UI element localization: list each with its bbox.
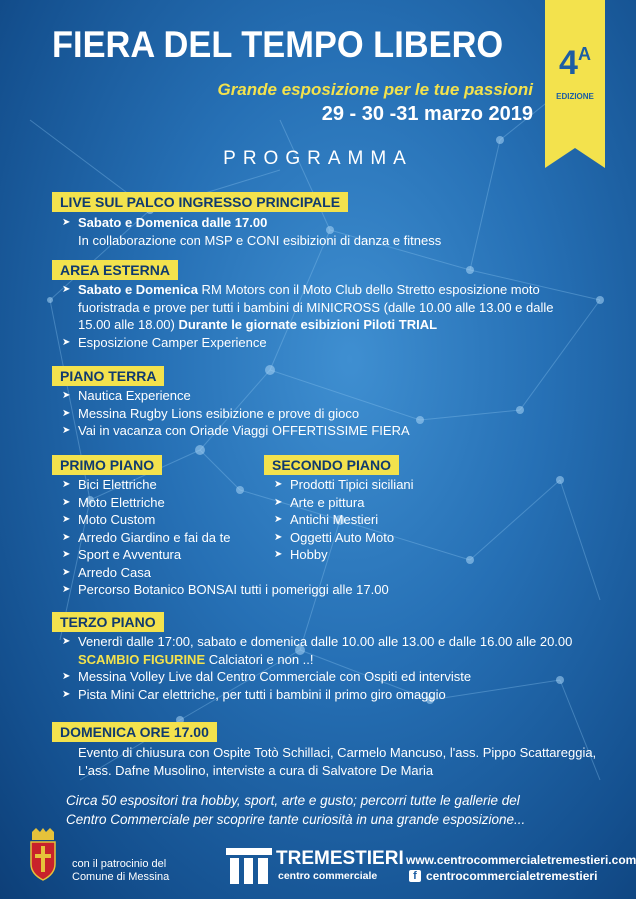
list-item: ➤ Venerdì dalle 17:00, sabato e domenica dalle 10.00 alle 13.00 e dalle 16.00 alle 20.00 [62,633,572,651]
list-item: ➤ Antichi Mestieri [274,511,414,529]
list-item: ➤ Arredo Giardino e fai da te [62,529,389,547]
section-title-piano-terra: PIANO TERRA [52,366,164,386]
list-item: ➤ Oggetti Auto Moto [274,529,414,547]
list-item-continued: SCAMBIO FIGURINE Calciatori e non ..! [78,651,314,667]
domenica-line-1: Evento di chiusura con Ospite Totò Schillaci, Carmelo Mancuso, l'ass. Pippo Scattareggia, [78,745,597,760]
logo-subtitle: centro commerciale [278,870,378,882]
list-item: ➤ Moto Elettriche [62,494,389,512]
section-title-terzo-piano: TERZO PIANO [52,612,164,632]
list-item: ➤ Esposizione Camper Experience [62,334,553,352]
section-title-secondo-piano: SECONDO PIANO [264,455,399,475]
closing-line-1: Circa 50 espositori tra hobby, sport, arte e gusto; percorri tutte le gallerie del [66,793,520,808]
list-item: ➤ Arte e pittura [274,494,414,512]
edition-suffix: A [577,44,591,64]
section-list-terzo-piano [62,633,572,703]
website-link[interactable]: www.centrocommercialetremestieri.com [406,853,636,867]
facebook-icon: f [409,870,421,882]
messina-crest-icon [26,828,60,882]
list-item: ➤ Prodotti Tipici siciliani [274,476,414,494]
section-title-live: LIVE SUL PALCO INGRESSO PRINCIPALE [52,192,348,212]
patronage-text [72,858,169,884]
section-list-piano-terra [62,387,410,440]
section-title-primo-piano: PRIMO PIANO [52,455,162,475]
patronage-line-2: Comune di Messina [72,871,170,883]
patronage-line-1: con il patrocinio del [72,858,167,870]
list-item: ➤ Nautica Experience [62,387,410,405]
section-title-area-esterna: AREA ESTERNA [52,260,178,280]
list-item: ➤ Messina Rugby Lions esibizione e prove di gioco [62,405,410,423]
list-item: ➤ Sabato e Domenica RM Motors con il Moto Club dello Stretto esposizione moto [62,281,553,299]
list-item: ➤ Vai in vacanza con Oriade Viaggi OFFERTISSIME FIERA [62,422,410,440]
list-item: ➤ Percorso Botanico BONSAI tutti i pomeriggi alle 17.00 [62,581,389,599]
domenica-line-2: L'ass. Dafne Musolino, interviste a cura di Salvatore De Maria [78,763,434,778]
closing-text [66,791,586,829]
event-dates: 29 - 30 -31 marzo 2019 [321,103,533,125]
programma-heading: PROGRAMMA [223,148,413,169]
edition-ribbon [545,0,605,170]
edition-number: $4^A$ [559,44,591,82]
ribbon-shape [545,0,605,170]
list-item-continued: In collaborazione con MSP e CONI esibizioni di danza e fitness [78,232,442,248]
list-item-continued: 15.00 alle 18.00) Durante le giornate esibizioni Piloti TRIAL [78,317,438,332]
tremestieri-logo [226,848,404,888]
list-item: ➤ Arredo Casa [62,564,389,582]
list-item-continued: fuoristrada e prove per tutti i bambini di MINICROSS (dalle 10.00 alle 13.00 e dalle [78,299,554,315]
closing-line-2: Centro Commerciale per scoprire tante curiosità in una grande esposizione... [66,812,526,827]
header [0,0,636,140]
list-item: ➤ Bici Elettriche [62,476,389,494]
edition-label: EDIZIONE [556,92,594,101]
section-title-domenica: DOMENICA ORE 17.00 [52,722,217,742]
list-item: ➤ Sport e Avventura [62,546,389,564]
section-list-area-esterna [62,281,553,351]
logo-mark-icon [226,848,272,884]
list-item: ➤ Moto Custom [62,511,389,529]
page-title: FIERA DEL TEMPO LIBERO [52,24,504,65]
list-item: ➤ Hobby [274,546,414,564]
subtitle: Grande esposizione per le tue passioni [217,80,533,99]
list-item: ➤ Messina Volley Live dal Centro Commerciale con Ospiti ed interviste [62,668,572,686]
list-item: ➤ Pista Mini Car elettriche, per tutti i bambini il primo giro omaggio [62,686,572,704]
list-item: ➤ Sabato e Domenica dalle 17.00 [62,214,441,232]
section-list-live [62,214,441,249]
facebook-link[interactable]: centrocommercialetremestieri [426,869,598,883]
section-list-secondo-piano [274,476,414,564]
logo-name: TREMESTIERI [276,848,404,869]
